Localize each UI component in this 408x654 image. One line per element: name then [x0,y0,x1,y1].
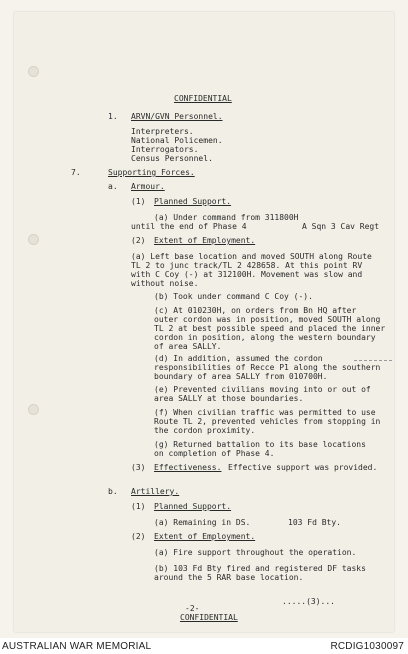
a1-text: (a) Under command from 311800H [154,213,299,222]
a2g-line: (g) Returned battalion to its base locations [154,440,366,449]
archive-name: AUSTRALIAN WAR MEMORIAL [2,641,152,652]
a1-text: until the end of Phase 4 [131,222,247,231]
b1-unit: 103 Fd Bty. [288,518,341,527]
section-b-title: Artillery. [131,487,180,496]
a3-title: Effectiveness. [154,463,222,472]
a2d-line: (d) In addition, assumed the cordon [154,354,323,363]
section-b-label: b. [108,487,118,496]
a1-title: Planned Support. [154,197,232,206]
archive-footer [0,638,408,654]
classification-bottom: CONFIDENTIAL [180,613,238,622]
b1-text: (a) Remaining in DS. [154,518,251,527]
personnel-item: National Policemen. [131,136,223,145]
a2c-line: TL 2 at best possible speed and placed the inner [154,324,386,333]
a2-label: (2) [131,236,146,245]
personnel-item: Interrogators. [131,145,199,154]
b1-label: (1) [131,502,146,511]
a2c-line: of area SALLY. [154,342,222,351]
a2c-line: outer cordon was in position, moved SOUTH along [154,315,381,324]
document-page [14,12,394,632]
a3-label: (3) [131,463,146,472]
a2a-line: without noise. [131,279,199,288]
item-7-number: 7. [71,168,81,177]
a1-unit: A Sqn 3 Cav Regt [302,222,380,231]
a2c-line: cordon in position, along the western boundary [154,333,376,342]
item-7-title: Supporting Forces. [108,168,195,177]
document-text [14,12,394,632]
personnel-item: Interpreters. [131,127,194,136]
a2e-line: (e) Prevented civilians moving into or out of [154,385,371,394]
a2-title: Extent of Employment. [154,236,256,245]
a2f-line: Route TL 2, prevented vehicles from stopping in [154,417,381,426]
a2d-line: boundary of area SALLY from 010700H. [154,372,328,381]
a3-text: Effective support was provided. [228,463,378,472]
b2a-line: (a) Fire support throughout the operation. [154,548,357,557]
b2-title: Extent of Employment. [154,532,256,541]
a2e-line: area SALLY at those boundaries. [154,394,304,403]
b2b-line: around the 5 RAR base location. [154,573,304,582]
a2a-line: (a) Left base location and moved SOUTH along Route [131,252,372,261]
classification-top: CONFIDENTIAL [174,94,232,103]
a2a-line: TL 2 to junc track/TL 2 428658. At this point RV [131,261,363,270]
archive-record-id: RCDIG1030097 [330,641,404,652]
margin-mark [354,360,392,361]
section-a-label: a. [108,182,118,191]
b1-title: Planned Support. [154,502,232,511]
a2b-line: (b) Took under command C Coy (-). [154,292,313,301]
a2f-line: the cordon proximity. [154,426,256,435]
b2-label: (2) [131,532,146,541]
a2g-line: on completion of Phase 4. [154,449,275,458]
page-number: -2- [185,604,200,613]
continuation-marker: .....(3)... [282,597,335,606]
personnel-item: Census Personnel. [131,154,213,163]
section-a-title: Armour. [131,182,165,191]
a2f-line: (f) When civilian traffic was permitted to use [154,408,376,417]
item-1-number: 1. [108,112,118,121]
a2d-line: responsibilities of Recce P1 along the southern [154,363,381,372]
item-1-title: ARVN/GVN Personnel. [131,112,223,121]
a2c-line: (c) At 010230H, on orders from Bn HQ after [154,306,357,315]
a1-label: (1) [131,197,146,206]
b2b-line: (b) 103 Fd Bty fired and registered DF tasks [154,564,366,573]
a2a-line: with C Coy (-) at 312100H. Movement was slow and [131,270,363,279]
